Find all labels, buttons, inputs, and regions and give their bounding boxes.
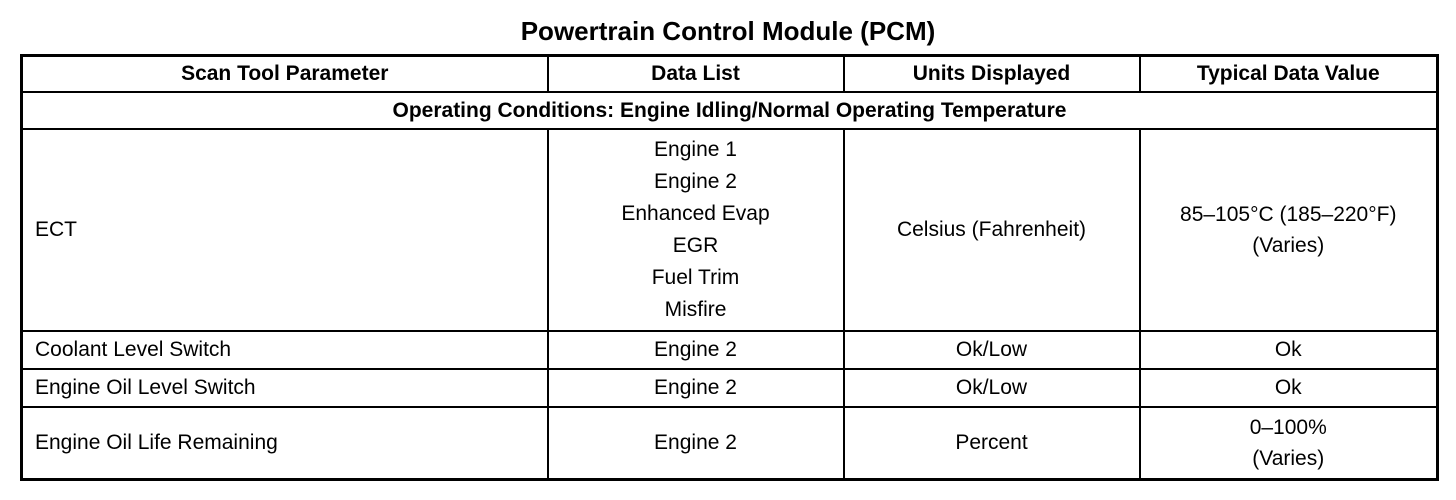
- parameter-cell: ECT: [22, 129, 548, 331]
- parameter-cell: Engine Oil Life Remaining: [22, 407, 548, 480]
- column-header-typical-value: Typical Data Value: [1140, 56, 1438, 93]
- operating-conditions-label: Operating Conditions: Engine Idling/Normal Operating Temperature: [22, 92, 1438, 129]
- table-header-row: [22, 56, 1438, 93]
- typical-value-cell: [1140, 129, 1438, 331]
- table-row: [22, 407, 1438, 480]
- typical-value-line: (Varies): [1252, 234, 1325, 257]
- typical-value-cell: Ok: [1140, 331, 1438, 369]
- data-list-item: Fuel Trim: [651, 266, 740, 289]
- page-title: Powertrain Control Module (PCM): [520, 16, 936, 46]
- data-list-item: Engine 2: [654, 170, 737, 193]
- typical-value-line: 85–105°C (185–220°F): [1180, 203, 1397, 226]
- data-list-cell: Engine 2: [548, 369, 844, 407]
- table-row: [22, 369, 1438, 407]
- units-cell: Ok/Low: [844, 369, 1140, 407]
- data-list-item: Engine 1: [654, 138, 737, 161]
- table-row: [22, 331, 1438, 369]
- data-list-item: EGR: [672, 234, 719, 257]
- data-list-cell: Engine 2: [548, 331, 844, 369]
- typical-value-cell: Ok: [1140, 369, 1438, 407]
- parameter-cell: Engine Oil Level Switch: [22, 369, 548, 407]
- column-header-parameter: Scan Tool Parameter: [22, 56, 548, 93]
- parameter-cell: Coolant Level Switch: [22, 331, 548, 369]
- typical-value-line: (Varies): [1252, 447, 1325, 470]
- section-row: [22, 92, 1438, 129]
- typical-value-cell: [1140, 407, 1438, 480]
- data-list-cell: Engine 2: [548, 407, 844, 480]
- column-header-data-list: Data List: [548, 56, 844, 93]
- data-list-item: Enhanced Evap: [621, 202, 770, 225]
- typical-value-line: 0–100%: [1249, 416, 1327, 439]
- units-cell: Celsius (Fahrenheit): [844, 129, 1140, 331]
- units-cell: Percent: [844, 407, 1140, 480]
- units-cell: Ok/Low: [844, 331, 1140, 369]
- data-list-item: Misfire: [664, 298, 727, 321]
- table-row: [22, 129, 1438, 331]
- column-header-units: Units Displayed: [844, 56, 1140, 93]
- data-list-cell: [548, 129, 844, 331]
- pcm-data-table: [20, 54, 1439, 481]
